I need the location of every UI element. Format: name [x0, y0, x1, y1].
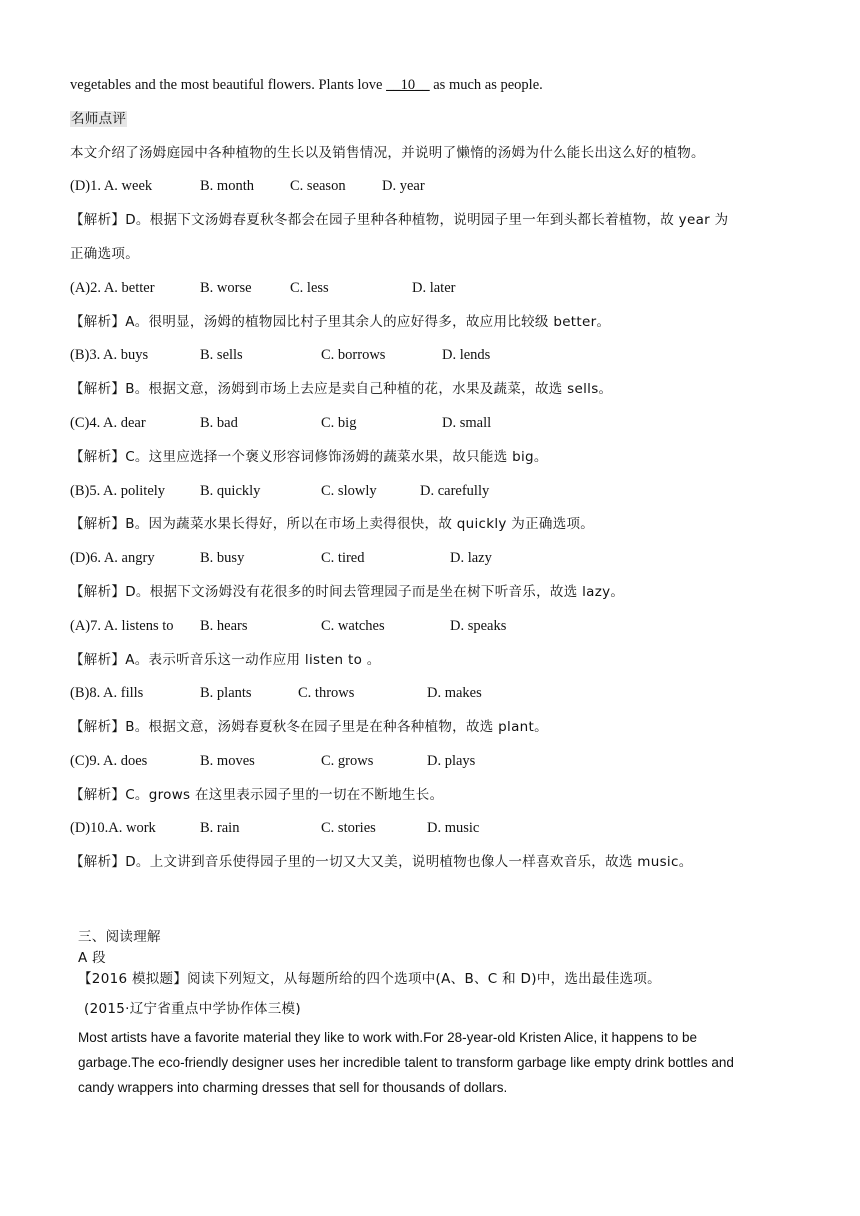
- question-row: [70, 413, 790, 433]
- intro-line: [70, 75, 543, 95]
- analysis-text: 【解析】C。这里应选择一个褒义形容词修饰汤姆的蔬菜水果，故只能选 big。: [70, 449, 548, 465]
- question-number: (B)8. A. fills: [70, 685, 144, 701]
- section-title: 三、阅读理解: [78, 929, 161, 945]
- option-c: C. big: [321, 415, 357, 431]
- option-b: B. month: [200, 178, 254, 194]
- option-d: D. year: [382, 178, 425, 194]
- option-b: B. moves: [200, 753, 255, 769]
- question-number: (C)9. A. does: [70, 753, 148, 769]
- question-row: [70, 176, 790, 196]
- analysis-text: 【解析】B。因为蔬菜水果长得好，所以在市场上卖得很快，故 quickly 为正确选项。: [70, 516, 595, 532]
- question-row: [70, 818, 790, 838]
- option-d: D. lazy: [450, 550, 492, 566]
- option-d: D. music: [427, 820, 480, 836]
- option-c: C. stories: [321, 820, 376, 836]
- question-number: (A)2. A. better: [70, 280, 155, 296]
- question-number: (D)10.A. work: [70, 820, 156, 836]
- option-c: C. throws: [298, 685, 355, 701]
- option-b: B. quickly: [200, 483, 261, 499]
- option-c: C. tired: [321, 550, 365, 566]
- passage-line: garbage.The eco-friendly designer uses her incredible talent to transform garbage like empty drink bottles and: [78, 1055, 734, 1070]
- comment-heading-label: 名师点评: [71, 111, 127, 127]
- analysis-text: 【解析】D。上文讲到音乐使得园子里的一切又大又美，说明植物也像人一样喜欢音乐，故选 music。: [70, 854, 693, 870]
- option-c: C. grows: [321, 753, 374, 769]
- question-number: (B)3. A. buys: [70, 347, 149, 363]
- blank-10: __10__: [386, 77, 430, 93]
- question-row: [70, 278, 790, 298]
- analysis-text: 【解析】D。根据下文汤姆没有花很多的时间去管理园子而是坐在树下听音乐，故选 lazy。: [70, 584, 625, 600]
- question-row: [70, 345, 790, 365]
- question-number: (D)1. A. week: [70, 178, 153, 194]
- intro-text: vegetables and the most beautiful flowers. Plants love: [70, 77, 387, 93]
- instruction-text: 【2016 模拟题】阅读下列短文，从每题所给的四个选项中(A、B、C 和 D)中，选出最佳选项。: [78, 971, 661, 987]
- option-c: C. less: [290, 280, 329, 296]
- analysis-text-continued: 正确选项。: [70, 246, 139, 262]
- intro-text-end: as much as people.: [429, 77, 543, 93]
- option-b: B. hears: [200, 618, 248, 634]
- analysis-text: 【解析】C。grows 在这里表示园子里的一切在不断地生长。: [70, 787, 444, 803]
- section-subtitle: A 段: [78, 950, 106, 966]
- option-c: C. slowly: [321, 483, 377, 499]
- option-c: C. watches: [321, 618, 385, 634]
- question-number: (A)7. A. listens to: [70, 618, 174, 634]
- question-row: [70, 481, 790, 501]
- option-d: D. carefully: [420, 483, 490, 499]
- option-d: D. lends: [442, 347, 491, 363]
- option-b: B. sells: [200, 347, 243, 363]
- analysis-text: 【解析】B。根据文意，汤姆春夏秋冬在园子里是在种各种植物，故选 plant。: [70, 719, 548, 735]
- option-c: C. borrows: [321, 347, 386, 363]
- question-row: [70, 548, 790, 568]
- option-b: B. rain: [200, 820, 240, 836]
- option-d: D. makes: [427, 685, 482, 701]
- option-b: B. busy: [200, 550, 245, 566]
- question-number: (D)6. A. angry: [70, 550, 155, 566]
- passage-line: candy wrappers into charming dresses that sell for thousands of dollars.: [78, 1080, 508, 1095]
- summary-text: 本文介绍了汤姆庭园中各种植物的生长以及销售情况，并说明了懒惰的汤姆为什么能长出这么好的植物。: [70, 145, 705, 161]
- source-text: (2015·辽宁省重点中学协作体三模): [84, 1001, 301, 1017]
- analysis-text: 【解析】B。根据文意，汤姆到市场上去应是卖自己种植的花，水果及蔬菜，故选 sells。: [70, 381, 613, 397]
- comment-heading: [70, 109, 127, 129]
- question-number: (C)4. A. dear: [70, 415, 146, 431]
- option-d: D. speaks: [450, 618, 507, 634]
- option-b: B. bad: [200, 415, 238, 431]
- analysis-text: 【解析】A。很明显，汤姆的植物园比村子里其余人的应好得多，故应用比较级 better。: [70, 314, 611, 330]
- option-b: B. plants: [200, 685, 252, 701]
- option-d: D. small: [442, 415, 492, 431]
- option-d: D. later: [412, 280, 456, 296]
- analysis-text: 【解析】A。表示听音乐这一动作应用 listen to 。: [70, 652, 381, 668]
- passage-line: Most artists have a favorite material they like to work with.For 28-year-old Kristen Alice, it happens to be: [78, 1030, 698, 1045]
- option-d: D. plays: [427, 753, 476, 769]
- option-c: C. season: [290, 178, 346, 194]
- analysis-text: 【解析】D。根据下文汤姆春夏秋冬都会在园子里种各种植物，说明园子里一年到头都长着植物，故 year 为: [70, 212, 729, 228]
- option-b: B. worse: [200, 280, 252, 296]
- question-row: [70, 683, 790, 703]
- question-row: [70, 751, 790, 771]
- question-row: [70, 616, 790, 636]
- question-number: (B)5. A. politely: [70, 483, 166, 499]
